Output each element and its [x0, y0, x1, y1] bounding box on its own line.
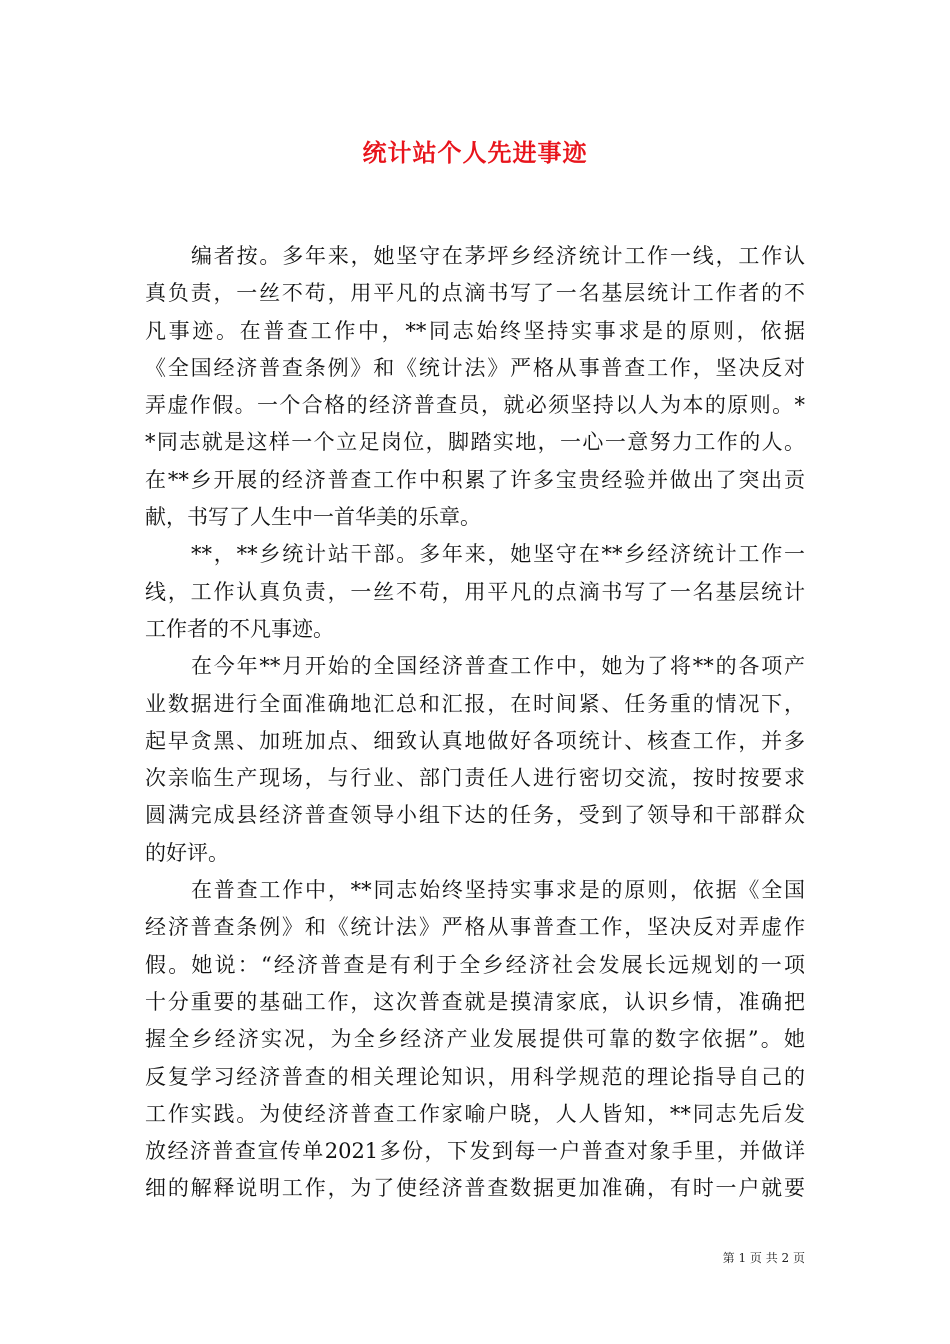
text-line: 凡事迹。在普查工作中，**同志始终坚持实事求是的原则，依据: [145, 318, 805, 343]
document-title: 统计站个人先进事迹: [362, 138, 588, 167]
text-line: 编者按。多年来，她坚守在茅坪乡经济统计工作一线，工作认: [191, 244, 805, 268]
text-line: *同志就是这样一个立足岗位，脚踏实地，一心一意努力工作的人。: [145, 430, 805, 455]
text-line: 在**乡开展的经济普查工作中积累了许多宝贵经验并做出了突出贡: [145, 467, 805, 492]
text-line: 《全国经济普查条例》和《统计法》严格从事普查工作，坚决反对: [145, 355, 805, 380]
text-line: 放经济普查宣传单2021多份，下发到每一户普查对象手里，并做详: [145, 1139, 805, 1164]
text-line: 假。她说：“经济普查是有利于全乡经济社会发展长远规划的一项: [145, 952, 805, 977]
text-line: 业数据进行全面准确地汇总和汇报，在时间紧、任务重的情况下，: [145, 691, 805, 716]
paragraph: [145, 536, 805, 648]
text-line: 的好评。: [145, 840, 229, 865]
text-line: 经济普查条例》和《统计法》严格从事普查工作，坚决反对弄虚作: [145, 915, 805, 940]
text-line: 真负责，一丝不苟，用平凡的点滴书写了一名基层统计工作者的不: [145, 281, 805, 306]
text-line: 反复学习经济普查的相关理论知识，用科学规范的理论指导自己的: [145, 1064, 805, 1089]
page-number: 第 1 页 共 2 页: [722, 1251, 805, 1265]
paragraph: [145, 872, 805, 1208]
text-line: 握全乡经济实况，为全乡经济产业发展提供可靠的数字依据”。她: [145, 1027, 805, 1052]
text-line: 在普查工作中，**同志始终坚持实事求是的原则，依据《全国: [191, 878, 805, 903]
text-line: 细的解释说明工作，为了使经济普查数据更加准确，有时一户就要: [145, 1176, 805, 1201]
text-line: 弄虚作假。一个合格的经济普查员，就必须坚持以人为本的原则。*: [145, 393, 805, 418]
text-line: 起早贪黑、加班加点、细致认真地做好各项统计、核查工作，并多: [145, 728, 805, 753]
text-line: 次亲临生产现场，与行业、部门责任人进行密切交流，按时按要求: [145, 766, 805, 791]
text-line: 在今年**月开始的全国经济普查工作中，她为了将**的各项产: [191, 654, 805, 679]
text-line: 工作者的不凡事迹。: [145, 616, 334, 641]
text-line: **，**乡统计站干部。多年来，她坚守在**乡经济统计工作一: [191, 542, 805, 567]
text-line: 线，工作认真负责，一丝不苟，用平凡的点滴书写了一名基层统计: [145, 579, 805, 604]
document-body: [145, 238, 805, 1208]
paragraph: [145, 238, 805, 536]
text-line: 圆满完成县经济普查领导小组下达的任务，受到了领导和干部群众: [145, 803, 805, 828]
text-line: 献，书写了人生中一首华美的乐章。: [145, 505, 481, 530]
text-line: 十分重要的基础工作，这次普查就是摸清家底，认识乡情，准确把: [145, 989, 805, 1014]
text-line: 工作实践。为使经济普查工作家喻户晓，人人皆知，**同志先后发: [145, 1101, 805, 1126]
paragraph: [145, 648, 805, 872]
